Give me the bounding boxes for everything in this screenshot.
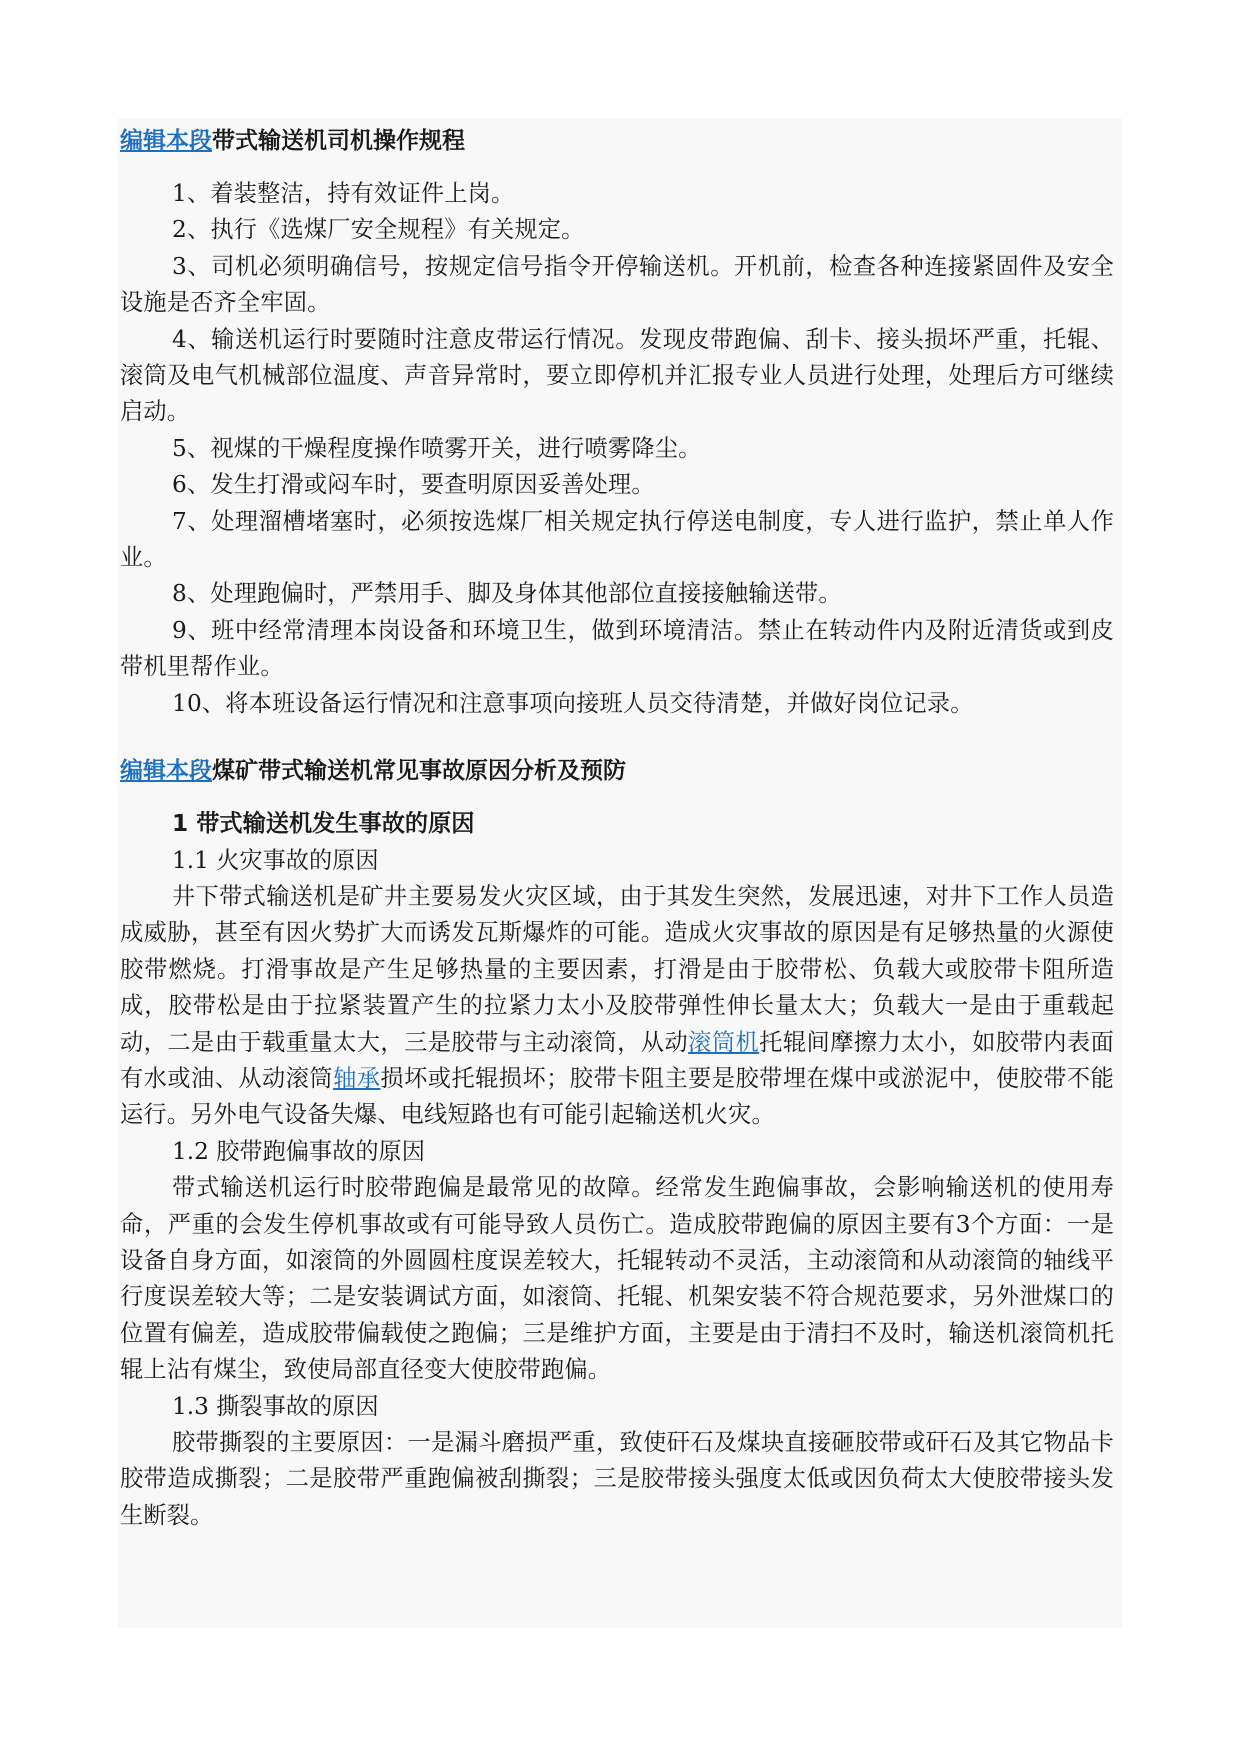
rule-item-4: 4、输送机运行时要随时注意皮带运行情况。发现皮带跑偏、刮卡、接头损坏严重，托辊、滚筒及电气机械部位温度、声音异常时，要立即停机并汇报专业人员进行处理，处理后方可继续启动。: [120, 325, 1114, 426]
rule-item-7: 7、处理溜槽堵塞时，必须按选煤厂相关规定执行停送电制度，专人进行监护，禁止单人作业。: [120, 507, 1114, 572]
section-title: 煤矿带式输送机常见事故原因分析及预防: [212, 758, 626, 785]
document-inner: [118, 118, 1114, 1534]
section-heading-accident-analysis: [120, 754, 1114, 788]
rule-item-3: 3、司机必须明确信号，按规定信号指令开停输送机。开机前，检查各种连接紧固件及安全设施是否齐全牢固。: [120, 252, 1114, 317]
rule-item-1: 1、着装整洁，持有效证件上岗。: [172, 180, 515, 207]
edit-section-link[interactable]: 编辑本段: [120, 758, 212, 785]
subheading-belt-deviation: 1.2 胶带跑偏事故的原因: [172, 1137, 425, 1165]
text-run: 井下带式输送机是矿井主要易发火灾区域，由于其发生突然，发展迅速，对井下工作人员造成威胁，甚至有因火势扩大而诱发瓦斯爆炸的可能。造成火灾事故的原因是有足够热量的火源使胶带燃烧。打滑事故是产生足够热量的主要因素，打滑是由于胶带松、负载大或胶带卡阻所造成，胶带松是由于拉紧装置产生的拉紧力太小及胶带弹性伸长量太大；负载大一是由于重载起动，二是由于载重量太大，三是胶带与主动滚筒，从动: [120, 882, 1114, 1056]
subheading-tearing-accident: 1.3 撕裂事故的原因: [172, 1392, 379, 1420]
subheading-fire-accident: 1.1 火灾事故的原因: [172, 846, 379, 874]
edit-section-link[interactable]: 编辑本段: [120, 128, 212, 154]
document-body: [118, 118, 1122, 1628]
paragraph-tearing-accident: 胶带撕裂的主要原因：一是漏斗磨损严重，致使矸石及煤块直接砸胶带或矸石及其它物品卡胶带造成撕裂；二是胶带严重跑偏被刮撕裂；三是胶带接头强度太低或因负荷太大使胶带接头发生断裂。: [120, 1429, 1114, 1529]
rule-item-2: 2、执行《选煤厂安全规程》有关规定。: [172, 216, 585, 244]
link-drum[interactable]: 滚筒机: [688, 1028, 760, 1056]
section-gap: [120, 722, 1114, 754]
text-run: 损坏或托辊损坏；胶带卡阻主要是胶带埋在煤中或淤泥中，使胶带不能运行。另外电气设备失爆、电线短路也有可能引起输送机火灾。: [120, 1064, 1114, 1129]
rule-item-8: 8、处理跑偏时，严禁用手、脚及身体其他部位直接接触输送带。: [172, 580, 842, 608]
rule-item-6: 6、发生打滑或闷车时，要查明原因妥善处理。: [172, 471, 655, 499]
subheading-accident-causes: 1 带式输送机发生事故的原因: [172, 810, 475, 838]
paragraph-fire-accident: [120, 879, 1114, 1134]
section-heading-operating-rules: [120, 124, 1114, 158]
section-title: 带式输送机司机操作规程: [212, 128, 465, 154]
rule-item-9: 9、班中经常清理本岗设备和环境卫生，做到环境清洁。禁止在转动件内及附近清货或到皮带机里帮作业。: [120, 616, 1114, 681]
rule-item-5: 5、视煤的干燥程度操作喷雾开关，进行喷雾降尘。: [172, 434, 702, 462]
link-bearing[interactable]: 轴承: [333, 1064, 381, 1092]
text-run: 托辊间摩擦力太小，如胶带内表面有水或油、从动滚筒: [120, 1028, 1114, 1092]
rule-item-10: 10、将本班设备运行情况和注意事项向接班人员交待清楚，并做好岗位记录。: [172, 689, 974, 717]
paragraph-belt-deviation: 带式输送机运行时胶带跑偏是最常见的故障。经常发生跑偏事故，会影响输送机的使用寿命，严重的会发生停机事故或有可能导致人员伤亡。造成胶带跑偏的原因主要有3个方面：一是设备自身方面，如滚筒的外圆圆柱度误差较大，托辊转动不灵活，主动滚筒和从动滚筒的轴线平行度误差较大等；二是安装调试方面，如滚筒、托辊、机架安装不符合规范要求，另外泄煤口的位置有偏差，造成胶带偏载使之跑偏；三是维护方面，主要是由于清扫不及时，输送机滚筒机托辊上沾有煤尘，致使局部直径变大使胶带跑偏。: [120, 1174, 1114, 1384]
